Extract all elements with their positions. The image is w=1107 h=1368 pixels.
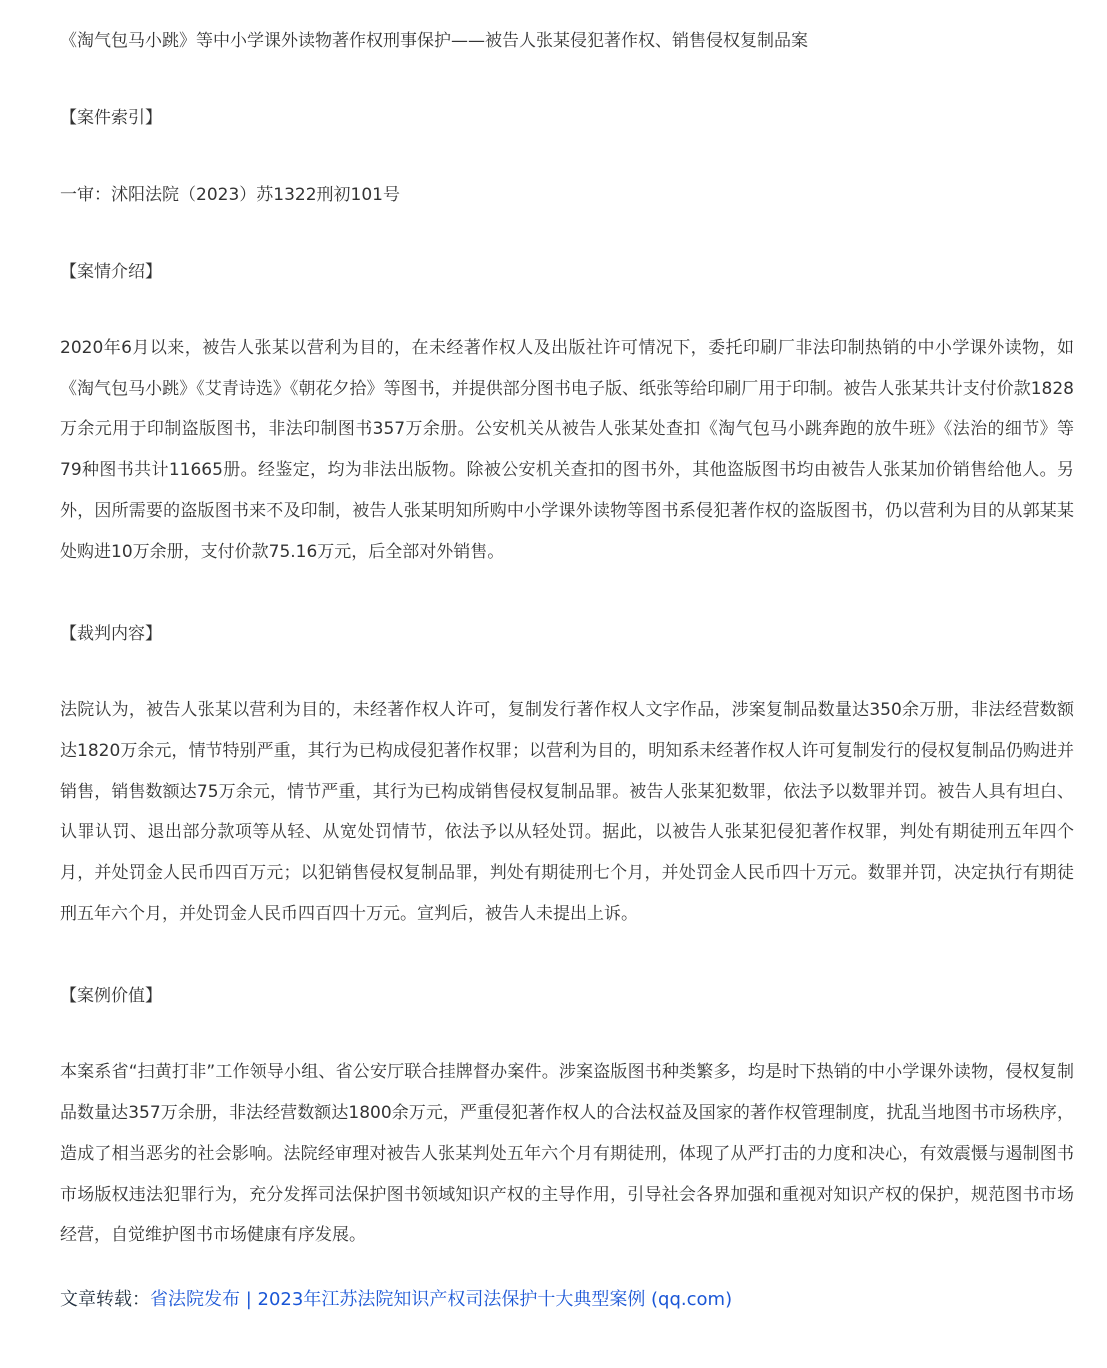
- section-heading-case-index: 【案件索引】: [60, 108, 162, 128]
- judgment-paragraph: 法院认为，被告人张某以营利为目的，未经著作权人许可，复制发行著作权人文字作品，涉案复制品数量达350余万册，非法经营数额达1820万余元，情节特别严重，其行为已构成侵犯著作权罪；以营利为目的，明知系未经著作权人许可复制发行的侵权复制品仍购进并销售，销售数额达75万余元，情节严重，其行为已构成销售侵权复制品罪。被告人张某犯数罪，依法予以数罪并罚。被告人具有坦白、认罪认罚、退出部分款项等从轻、从宽处罚情节，依法予以从轻处罚。据此，以被告人张某犯侵犯著作权罪，判处有期徒刑五年四个月，并处罚金人民币四百万元；以犯销售侵权复制品罪，判处有期徒刑七个月，并处罚金人民币四十万元。数罪并罚，决定执行有期徒刑五年六个月，并处罚金人民币四百四十万元。宣判后，被告人未提出上诉。: [60, 700, 1074, 924]
- case-value-paragraph: 本案系省“扫黄打非”工作领导小组、省公安厅联合挂牌督办案件。涉案盗版图书种类繁多，均是时下热销的中小学课外读物，侵权复制品数量达357万余册，非法经营数额达1800余万元，严重侵犯著作权人的合法权益及国家的著作权管理制度，扰乱当地图书市场秩序，造成了相当恶劣的社会影响。法院经审理对被告人张某判处五年六个月有期徒刑，体现了从严打击的力度和决心，有效震慑与遏制图书市场版权违法犯罪行为，充分发挥司法保护图书领域知识产权的主导作用，引导社会各界加强和重视对知识产权的保护，规范图书市场经营，自觉维护图书市场健康有序发展。: [60, 1062, 1074, 1246]
- source-link[interactable]: 省法院发布 | 2023年江苏法院知识产权司法保护十大典型案例 (qq.com): [150, 1288, 733, 1310]
- source-label: 文章转载：: [60, 1288, 150, 1310]
- source-line: [60, 1285, 1074, 1315]
- section-heading-judgment: 【裁判内容】: [60, 624, 162, 645]
- case-intro-paragraph: 2020年6月以来，被告人张某以营利为目的，在未经著作权人及出版社许可情况下，委托印刷厂非法印制热销的中小学课外读物，如《淘气包马小跳》《艾青诗选》《朝花夕拾》等图书，并提供部分图书电子版、纸张等给印刷厂用于印制。被告人张某共计支付价款1828万余元用于印制盗版图书，非法印制图书357万余册。公安机关从被告人张某处查扣《淘气包马小跳奔跑的放牛班》《法治的细节》等79种图书共计11665册。经鉴定，均为非法出版物。除被公安机关查扣的图书外，其他盗版图书均由被告人张某加价销售给他人。另外，因所需要的盗版图书来不及印制，被告人张某明知所购中小学课外读物等图书系侵犯著作权的盗版图书，仍以营利为目的从郭某某处购进10万余册，支付价款75.16万元，后全部对外销售。: [60, 338, 1074, 562]
- section-heading-case-value: 【案例价值】: [60, 986, 162, 1007]
- article-title: 《淘气包马小跳》等中小学课外读物著作权刑事保护——被告人张某侵犯著作权、销售侵权复制品案: [60, 31, 808, 51]
- section-heading-case-intro: 【案情介绍】: [60, 262, 162, 282]
- case-reference: 一审：沭阳法院（2023）苏1322刑初101号: [60, 185, 400, 205]
